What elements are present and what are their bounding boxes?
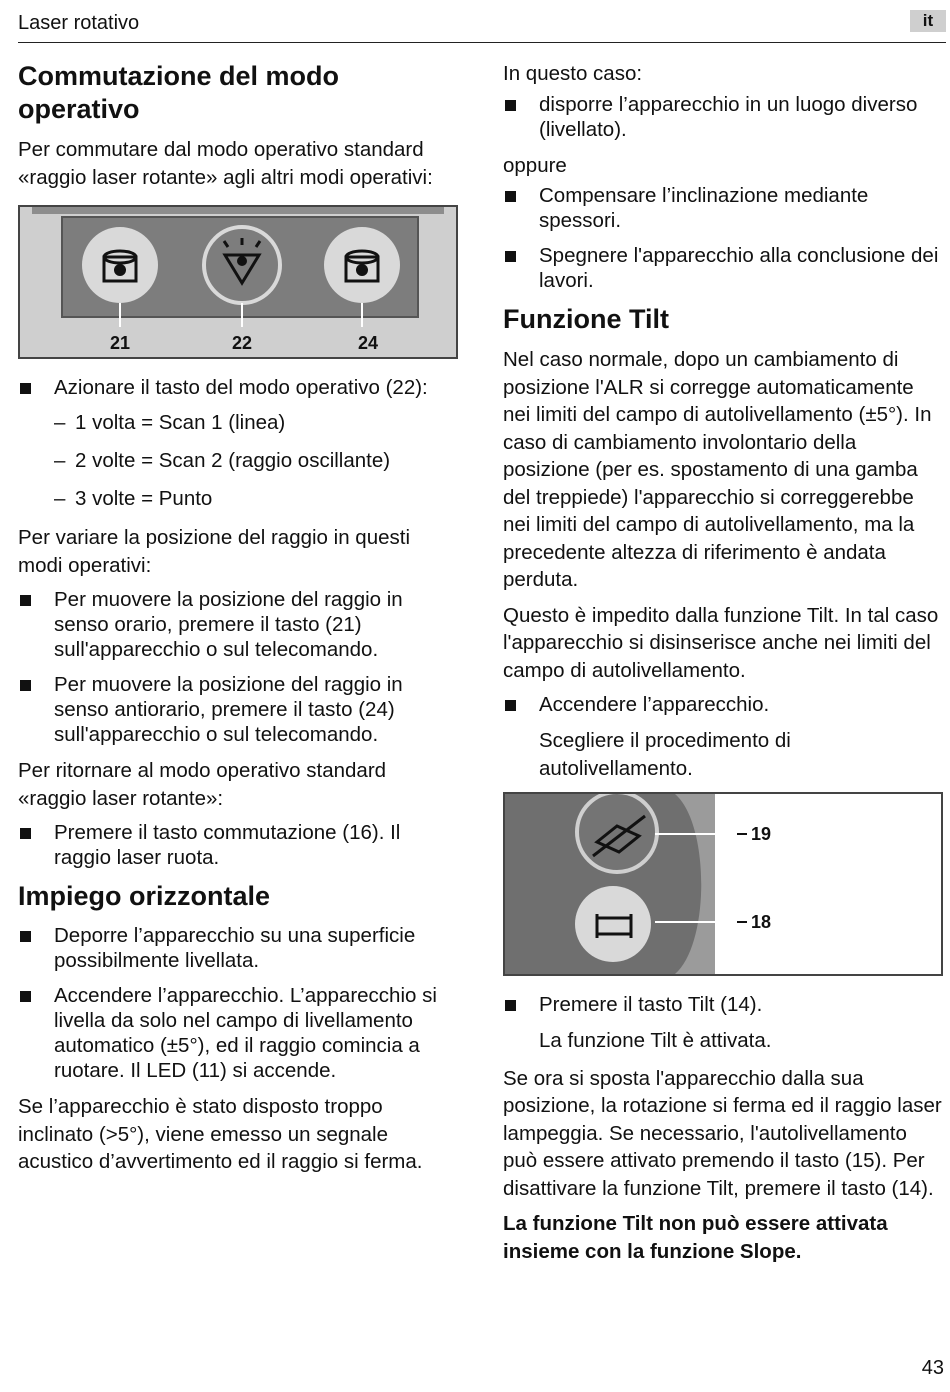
dash-point: – 3 volte = Punto <box>18 486 458 511</box>
bullet-mode-button: Azionare il tasto del modo operativo (22): <box>18 375 458 400</box>
paragraph-in-this-case: In questo caso: <box>503 62 643 85</box>
callout-24: 24 <box>357 333 379 353</box>
instruction-tilt-active: La funzione Tilt è attivata. <box>539 1029 772 1052</box>
bullet-turn-on: Accendere l’apparecchio. <box>503 692 943 717</box>
bullet-switch-off: Spegnere l'apparecchio alla conclusione dei lavori. <box>503 243 943 293</box>
dash-scan2: – 2 volte = Scan 2 (raggio oscillante) <box>18 448 458 473</box>
bullet-switch-button: Premere il tasto commutazione (16). Il raggio laser ruota. <box>18 820 458 870</box>
mode-buttons-illustration <box>20 207 456 357</box>
bullet-compensate: Compensare l’inclinazione mediante spessori. <box>503 183 943 233</box>
tilt-icon <box>577 794 657 872</box>
tilt-buttons-figure <box>503 792 943 976</box>
section-heading-mode: Commutazione del modo operativo <box>18 61 340 124</box>
callout-21: 21 <box>109 333 131 353</box>
intro-paragraph: Per commutare dal modo operativo standard «raggio laser rotante» agli altri modi operativi: <box>18 138 433 189</box>
paragraph-vary-position: Per variare la posizione del raggio in questi modi operativi: <box>18 526 411 577</box>
level-icon <box>575 886 651 962</box>
paragraph-too-inclined: Se l’apparecchio è stato disposto troppo inclinato (>5°), viene emesso un segnale acustico d’avvertimento ed il raggio si ferma. <box>18 1095 423 1173</box>
bullet-clockwise: Per muovere la posizione del raggio in senso orario, premere il tasto (21) sull'apparecchio o sul telecomando. <box>18 587 458 662</box>
paragraph-return-standard: Per ritornare al modo operativo standard «raggio laser rotante»: <box>18 759 387 810</box>
warning-tilt-slope: La funzione Tilt non può essere attivata insieme con la funzione Slope. <box>503 1212 888 1263</box>
section-heading-horizontal: Impiego orizzontale <box>18 881 271 911</box>
paragraph-or: oppure <box>503 153 567 177</box>
bullet-switch-on: Accendere l’apparecchio. L’apparecchio si livella da solo nel campo di livellamento automatico (±5°), ed il raggio comincia a ruotare. Il LED (11) si accende. <box>18 983 458 1083</box>
callout-19: 19 <box>751 824 772 844</box>
left-column <box>18 60 458 1184</box>
paragraph-tilt-behavior: Se ora si sposta l'apparecchio dalla sua posizione, la rotazione si ferma ed il raggio laser lampeggia. Se necessario, l'autolivellamento può essere attivato premendo il tasto (15). Per disattivare la funzione Tilt, premere il tasto (14). <box>503 1066 942 1200</box>
dash-scan1: – 1 volta = Scan 1 (linea) <box>18 410 458 435</box>
paragraph-tilt-prevent: Questo è impedito dalla funzione Tilt. In tal caso l'apparecchio si disinserisce anche nei limiti del campo di autolivellamento. <box>503 603 939 682</box>
section-heading-tilt: Funzione Tilt <box>503 304 669 334</box>
language-badge: it <box>910 10 946 32</box>
callout-18: 18 <box>751 912 772 932</box>
header-title: Laser rotativo <box>18 12 140 34</box>
page-number: 43 <box>921 1357 944 1379</box>
page-header <box>18 10 946 43</box>
instruction-choose-procedure: Scegliere il procedimento di autolivellamento. <box>539 729 791 780</box>
bullet-relocate: disporre l’apparecchio in un luogo diverso (livellato). <box>503 92 943 142</box>
bullet-counterclockwise: Per muovere la posizione del raggio in senso antiorario, premere il tasto (24) sull'apparecchio o sul telecomando. <box>18 672 458 747</box>
paragraph-tilt-normal: Nel caso normale, dopo un cambiamento di posizione l'ALR si corregge automaticamente nei limiti del campo di autolivellamento (±5°). In caso di cambiamento involontario della posizione (per es. spostamento di una gamba del treppiede) l'apparecchio si correggerebbe nei limiti del campo di autolivellamento, ma la precedente altezza di riferimento è andata perduta. <box>503 348 932 591</box>
mode-buttons-figure <box>18 205 458 359</box>
tilt-buttons-illustration <box>505 794 941 974</box>
bullet-place-device: Deporre l’apparecchio su una superficie possibilmente livellata. <box>18 923 458 973</box>
callout-22: 22 <box>231 333 253 353</box>
bullet-press-tilt: Premere il tasto Tilt (14). <box>503 992 943 1017</box>
right-column <box>503 60 943 1273</box>
